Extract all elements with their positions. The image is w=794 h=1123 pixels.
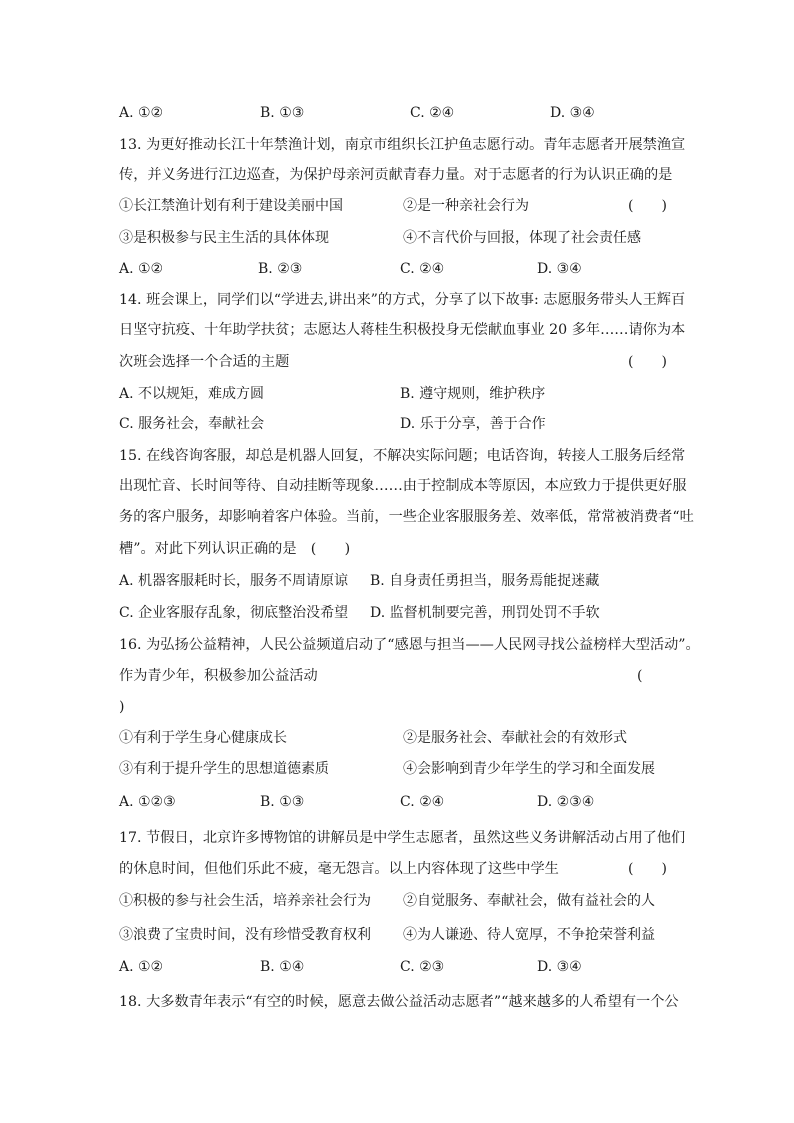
q17-answer-blank: ( ) — [628, 861, 667, 877]
q18-stem-line-1: 18. 大多数青年表示“有空的时候，愿意去做公益活动志愿者”“越来越多的人希望有一个公 — [119, 994, 679, 1010]
q15-stem-line-4: 槽”。对此下列认识正确的是 ( ) — [119, 541, 351, 557]
q17-statement-1: ①积极的参与社会生活，培养亲社会行为 — [119, 893, 371, 909]
q15-option-b: B. 自身责任勇担当，服务焉能捉迷藏 — [370, 573, 600, 589]
q12-option-b: B. ①③ — [260, 105, 305, 121]
q13-statement-3: ③是积极参与民主生活的具体体现 — [119, 230, 329, 246]
q14-option-d: D. 乐于分享，善于合作 — [400, 416, 546, 432]
q13-statement-2: ②是一种亲社会行为 — [403, 198, 529, 214]
q17-stem-line-2: 的休息时间，但他们乐此不疲，毫无怨言。以上内容体现了这些中学生 — [119, 861, 559, 877]
q16-option-c: C. ②④ — [400, 794, 445, 810]
q13-stem-line-1: 13. 为更好推动长江十年禁渔计划，南京市组织长江护鱼志愿行动。青年志愿者开展禁渔宣 — [119, 137, 686, 153]
q15-option-d: D. 监督机制要完善，刑罚处罚不手软 — [370, 605, 600, 621]
q16-answer-blank-close: ) — [119, 699, 125, 715]
q13-option-a: A. ①② — [119, 261, 164, 277]
q15-option-c: C. 企业客服存乱象，彻底整治没希望 — [119, 605, 349, 621]
q14-stem-line-2: 日坚守抗疫、十年助学扶贫；志愿达人蒋桂生积极投身无偿献血事业 20 多年……请你为本 — [119, 322, 686, 338]
q17-statement-3: ③浪费了宝贵时间，没有珍惜受教育权利 — [119, 927, 371, 943]
q15-option-a: A. 机器客服耗时长，服务不周请原谅 — [119, 573, 349, 589]
q17-option-b: B. ①④ — [260, 959, 305, 975]
q17-statement-4: ④为人谦逊、待人宽厚，不争抢荣誉利益 — [403, 927, 655, 943]
q16-stem-line-1: 16. 为弘扬公益精神，人民公益频道启动了“感恩与担当——人民网寻找公益榜样大型活动”。 — [119, 637, 700, 653]
q13-answer-blank: ( ) — [628, 198, 667, 214]
q13-option-b: B. ②③ — [258, 261, 303, 277]
q16-answer-blank-open: ( — [637, 668, 643, 684]
q14-option-b: B. 遵守规则，维护秩序 — [400, 386, 546, 402]
q13-option-d: D. ③④ — [537, 261, 582, 277]
q14-option-c: C. 服务社会，奉献社会 — [119, 416, 265, 432]
q14-answer-blank: ( ) — [628, 354, 667, 370]
q16-statement-1: ①有利于学生身心健康成长 — [119, 730, 287, 746]
q16-option-a: A. ①②③ — [119, 794, 176, 810]
q17-stem-line-1: 17. 节假日，北京许多博物馆的讲解员是中学生志愿者，虽然这些义务讲解活动占用了他们 — [119, 830, 686, 846]
q16-statement-2: ②是服务社会、奉献社会的有效形式 — [403, 730, 627, 746]
q14-stem-line-1: 14. 班会课上，同学们以“学进去,讲出来”的方式，分享了以下故事: 志愿服务带头人王辉百 — [119, 292, 686, 308]
q13-option-c: C. ②④ — [400, 261, 445, 277]
q16-stem-line-2: 作为青少年，积极参加公益活动 — [119, 668, 318, 684]
q15-stem-line-2: 出现忙音、长时间等待、自动挂断等现象……由于控制成本等原因，本应致力于提供更好服 — [119, 478, 687, 494]
q14-option-a: A. 不以规矩，难成方圆 — [119, 386, 265, 402]
q17-option-c: C. ②③ — [400, 959, 445, 975]
q16-statement-4: ④会影响到青少年学生的学习和全面发展 — [403, 761, 655, 777]
q17-statement-2: ②自觉服务、奉献社会，做有益社会的人 — [403, 893, 655, 909]
q15-stem-line-1: 15. 在线咨询客服，却总是机器人回复，不解决实际问题；电话咨询，转接人工服务后经常 — [119, 448, 686, 464]
q16-statement-3: ③有利于提升学生的思想道德素质 — [119, 761, 329, 777]
q13-stem-line-2: 传，并义务进行江边巡查，为保护母亲河贡献青春力量。对于志愿者的行为认识正确的是 — [119, 167, 673, 183]
q12-option-d: D. ③④ — [550, 105, 595, 121]
q12-option-c: C. ②④ — [410, 105, 455, 121]
q13-statement-4: ④不言代价与回报，体现了社会责任感 — [403, 230, 641, 246]
q15-stem-line-3: 务的客户服务，却影响着客户体验。当前，一些企业客服服务差、效率低，常常被消费者“吐 — [119, 509, 694, 525]
q14-stem-line-3: 次班会选择一个合适的主题 — [119, 354, 290, 370]
q13-statement-1: ①长江禁渔计划有利于建设美丽中国 — [119, 198, 343, 214]
q16-option-d: D. ②③④ — [537, 794, 595, 810]
q16-option-b: B. ①③ — [260, 794, 305, 810]
q17-option-a: A. ①② — [119, 959, 164, 975]
q17-option-d: D. ③④ — [537, 959, 582, 975]
q12-option-a: A. ①② — [119, 105, 164, 121]
